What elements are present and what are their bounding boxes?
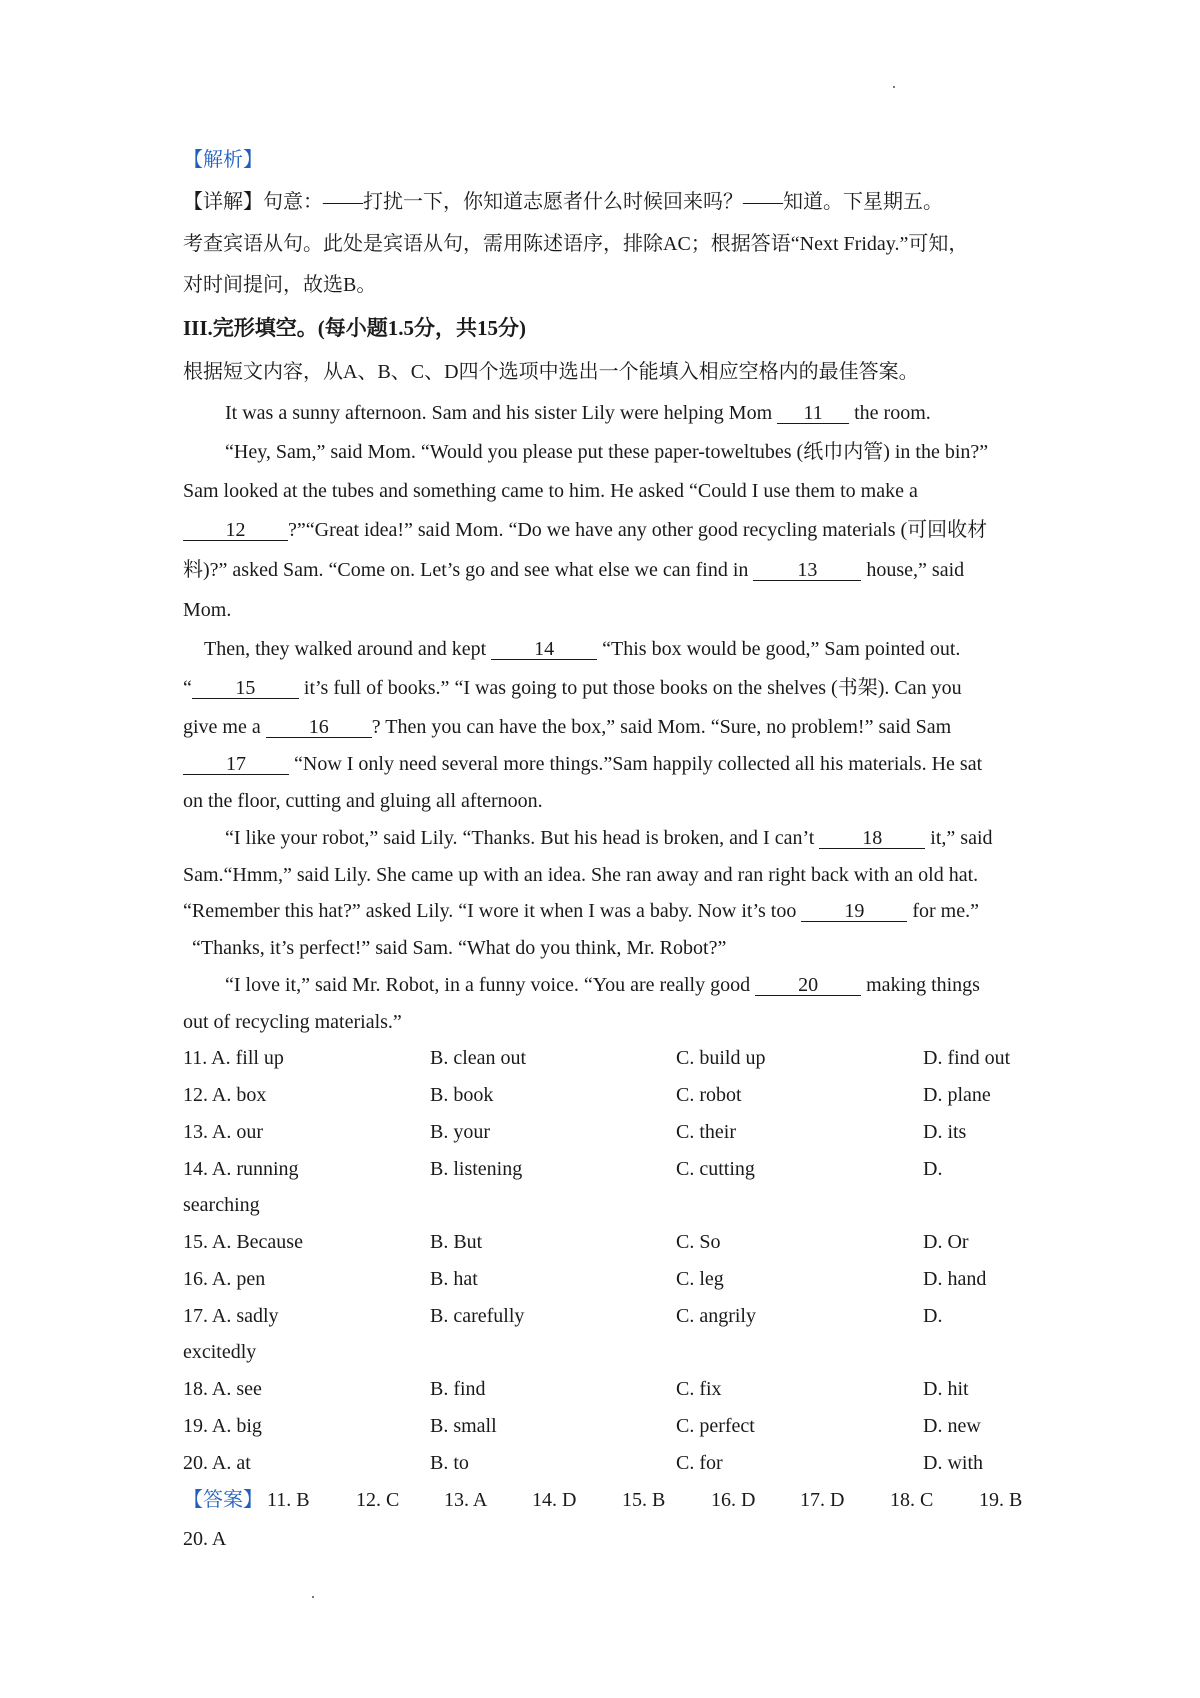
text: “ <box>183 677 192 699</box>
section-title: III.完形填空。(每小题1.5分，共15分) <box>183 316 527 340</box>
passage-line <box>225 401 931 425</box>
passage-line: Sam.“Hmm,” said Lily. She came up with an idea. She ran away and ran right back with an old hat. <box>183 864 979 886</box>
option-18-b: B. find <box>430 1378 486 1400</box>
blank-20: 20 <box>755 975 861 996</box>
option-19-c: C. perfect <box>676 1415 755 1437</box>
passage-line: “Hey, Sam,” said Mom. “Would you please put these paper-toweltubes (纸巾内管) in the bin?” <box>225 441 989 463</box>
option-18-c: C. fix <box>676 1378 722 1400</box>
blank-18: 18 <box>819 828 925 849</box>
option-16-a: 16. A. pen <box>183 1268 266 1290</box>
answer-item: 14. D <box>532 1489 577 1511</box>
detail-label: 【详解】 <box>183 191 263 213</box>
option-14-b: B. listening <box>430 1158 523 1180</box>
text: house,” said <box>861 559 965 581</box>
blank-17: 17 <box>183 754 289 775</box>
passage-line <box>225 973 980 997</box>
blank-13: 13 <box>753 560 861 581</box>
passage-line: on the floor, cutting and gluing all afternoon. <box>183 790 543 812</box>
answer-item: 13. A <box>444 1489 488 1511</box>
text: it,” said <box>925 827 993 849</box>
passage-line: “Thanks, it’s perfect!” said Sam. “What do you think, Mr. Robot?” <box>192 937 727 959</box>
passage-line: Mom. <box>183 599 232 621</box>
option-12-a: 12. A. box <box>183 1084 267 1106</box>
text: “This box would be good,” Sam pointed out. <box>597 638 961 660</box>
text: 料)?” asked Sam. “Come on. Let’s go and see what else we can find in <box>183 559 754 581</box>
answer-item: 11. B <box>267 1489 310 1511</box>
passage-line <box>183 715 951 739</box>
option-15-a: 15. A. Because <box>183 1231 303 1253</box>
option-13-c: C. their <box>676 1121 736 1143</box>
option-13-b: B. your <box>430 1121 490 1143</box>
analysis-label: 【解析】 <box>183 149 263 171</box>
passage-line <box>183 518 987 542</box>
text: Then, they walked around and kept <box>204 638 492 660</box>
detail-text: 句意：——打扰一下，你知道志愿者什么时候回来吗？——知道。下星期五。 <box>263 191 943 213</box>
option-16-d: D. hand <box>923 1268 987 1290</box>
detail-line-2: 考查宾语从句。此处是宾语从句，需用陈述语序，排除AC；根据答语“Next Friday.”可知， <box>183 233 969 255</box>
option-17-c: C. angrily <box>676 1305 756 1327</box>
option-11-b: B. clean out <box>430 1047 527 1069</box>
option-13-a: 13. A. our <box>183 1121 263 1143</box>
blank-16: 16 <box>266 717 372 738</box>
answer-item: 16. D <box>711 1489 756 1511</box>
option-15-d: D. Or <box>923 1231 969 1253</box>
text: making things <box>861 974 980 996</box>
answer-label: 【答案】 <box>183 1489 263 1511</box>
blank-15: 15 <box>192 678 299 699</box>
text: “Now I only need several more things.”Sam happily collected all his materials. He sat <box>289 753 983 775</box>
detail-line-3: 对时间提问，故选B。 <box>183 274 377 296</box>
option-12-d: D. plane <box>923 1084 991 1106</box>
text: It was a sunny afternoon. Sam and his sister Lily were helping Mom <box>225 402 778 424</box>
option-14-d-wrap: searching <box>183 1194 260 1216</box>
blank-12: 12 <box>183 520 288 541</box>
text: “I love it,” said Mr. Robot, in a funny voice. “You are really good <box>225 974 756 996</box>
option-15-b: B. But <box>430 1231 483 1253</box>
option-19-a: 19. A. big <box>183 1415 262 1437</box>
option-11-d: D. find out <box>923 1047 1011 1069</box>
option-17-b: B. carefully <box>430 1305 525 1327</box>
answer-item: 18. C <box>890 1489 934 1511</box>
passage-line: Sam looked at the tubes and something came to him. He asked “Could I use them to make a <box>183 480 918 502</box>
option-11-c: C. build up <box>676 1047 766 1069</box>
option-17-d-wrap: excitedly <box>183 1341 257 1363</box>
passage-line <box>183 676 962 700</box>
answer-item: 12. C <box>356 1489 400 1511</box>
option-12-c: C. robot <box>676 1084 742 1106</box>
passage-line <box>183 899 979 923</box>
option-11-a: 11. A. fill up <box>183 1047 284 1069</box>
text: give me a <box>183 716 266 738</box>
text: ? Then you can have the box,” said Mom. “Sure, no problem!” said Sam <box>371 716 952 738</box>
text: “Remember this hat?” asked Lily. “I wore it when I was a baby. Now it’s too <box>183 900 802 922</box>
answer-item: 15. B <box>622 1489 666 1511</box>
section-instruction: 根据短文内容，从A、B、C、D四个选项中选出一个能填入相应空格内的最佳答案。 <box>183 361 919 383</box>
text: for me.” <box>907 900 979 922</box>
text: the room. <box>849 402 931 424</box>
option-16-c: C. leg <box>676 1268 724 1290</box>
option-20-b: B. to <box>430 1452 469 1474</box>
option-20-a: 20. A. at <box>183 1452 251 1474</box>
option-15-c: C. So <box>676 1231 721 1253</box>
speck <box>893 86 895 88</box>
passage-line <box>183 752 982 776</box>
blank-11: 11 <box>777 403 849 424</box>
answer-item: 19. B <box>979 1489 1023 1511</box>
passage-line: out of recycling materials.” <box>183 1011 402 1033</box>
option-20-d: D. with <box>923 1452 983 1474</box>
text: it’s full of books.” “I was going to put those books on the shelves (书架). Can you <box>298 677 962 699</box>
option-20-c: C. for <box>676 1452 723 1474</box>
option-19-d: D. new <box>923 1415 981 1437</box>
option-14-d: D. <box>923 1158 943 1180</box>
blank-14: 14 <box>491 639 597 660</box>
option-17-d: D. <box>923 1305 943 1327</box>
option-18-a: 18. A. see <box>183 1378 262 1400</box>
option-13-d: D. its <box>923 1121 967 1143</box>
passage-line <box>225 826 993 850</box>
option-14-c: C. cutting <box>676 1158 755 1180</box>
option-14-a: 14. A. running <box>183 1158 299 1180</box>
passage-line <box>204 637 960 661</box>
blank-19: 19 <box>801 901 907 922</box>
answer-item: 17. D <box>800 1489 845 1511</box>
text: “I like your robot,” said Lily. “Thanks. But his head is broken, and I can’t <box>225 827 820 849</box>
detail-line-1 <box>183 190 943 214</box>
option-19-b: B. small <box>430 1415 497 1437</box>
speck <box>312 1596 314 1598</box>
passage-line <box>183 558 964 582</box>
answer-item-last: 20. A <box>183 1528 227 1550</box>
option-18-d: D. hit <box>923 1378 969 1400</box>
option-17-a: 17. A. sadly <box>183 1305 279 1327</box>
option-16-b: B. hat <box>430 1268 478 1290</box>
option-12-b: B. book <box>430 1084 494 1106</box>
text: ?”“Great idea!” said Mom. “Do we have any other good recycling materials (可回收材 <box>288 519 988 541</box>
